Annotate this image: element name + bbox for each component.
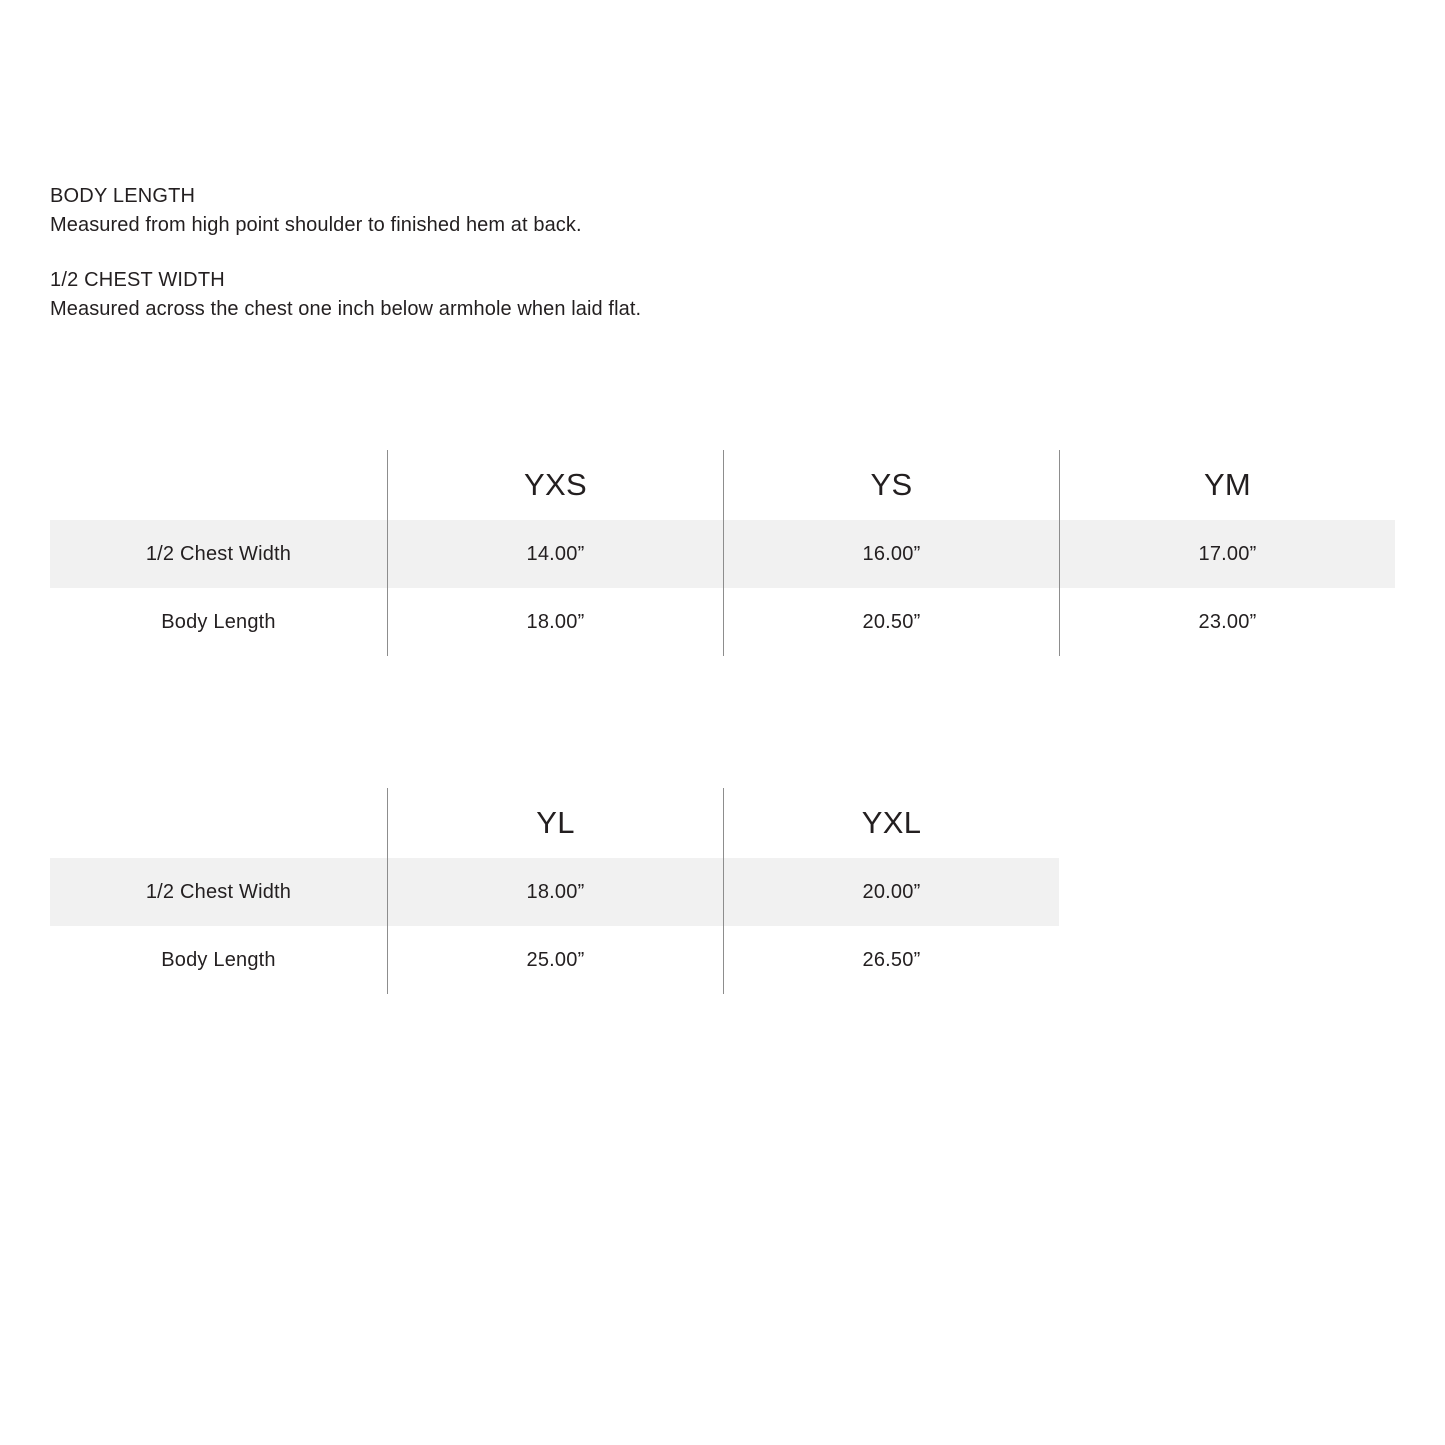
size-table-youth-large	[50, 788, 1059, 994]
cell-value: 17.00”	[1060, 520, 1396, 588]
cell-value: 25.00”	[388, 926, 724, 994]
size-table-youth-small	[50, 450, 1395, 656]
cell-value: 14.00”	[388, 520, 724, 588]
table-header-row	[50, 788, 1059, 858]
cell-value: 18.00”	[388, 588, 724, 656]
measurement-notes	[50, 182, 950, 350]
header-cell-size-3: YM	[1060, 450, 1396, 520]
cell-value: 20.00”	[724, 858, 1060, 926]
row-label: Body Length	[161, 610, 276, 633]
cell-value: 16.00”	[724, 520, 1060, 588]
header-cell-size-2: YS	[724, 450, 1060, 520]
cell-value: 18.00”	[388, 858, 724, 926]
table-row	[50, 520, 1395, 588]
cell-value: 26.50”	[724, 926, 1060, 994]
cell-value: 20.50”	[724, 588, 1060, 656]
table-row	[50, 588, 1395, 656]
row-label: 1/2 Chest Width	[50, 520, 388, 588]
note-text: Measured across the chest one inch below armhole when laid flat.	[50, 298, 642, 320]
size-table	[50, 450, 1395, 656]
header-corner-cell	[50, 788, 388, 858]
note-text: Measured from high point shoulder to finished hem at back.	[50, 214, 582, 236]
table-row	[50, 858, 1059, 926]
table-row	[50, 926, 1059, 994]
size-table	[50, 788, 1059, 994]
note-body-length	[50, 182, 950, 240]
note-chest-width	[50, 266, 950, 324]
header-cell-size-1: YL	[388, 788, 724, 858]
cell-value: 23.00”	[1060, 588, 1396, 656]
row-label: 1/2 Chest Width	[50, 858, 388, 926]
note-title: 1/2 CHEST WIDTH	[50, 269, 225, 291]
table-header-row	[50, 450, 1395, 520]
header-cell-size-2: YXL	[724, 788, 1060, 858]
note-title: BODY LENGTH	[50, 185, 196, 207]
row-label: Body Length	[161, 948, 276, 971]
header-corner-cell	[50, 450, 388, 520]
header-cell-size-1: YXS	[388, 450, 724, 520]
